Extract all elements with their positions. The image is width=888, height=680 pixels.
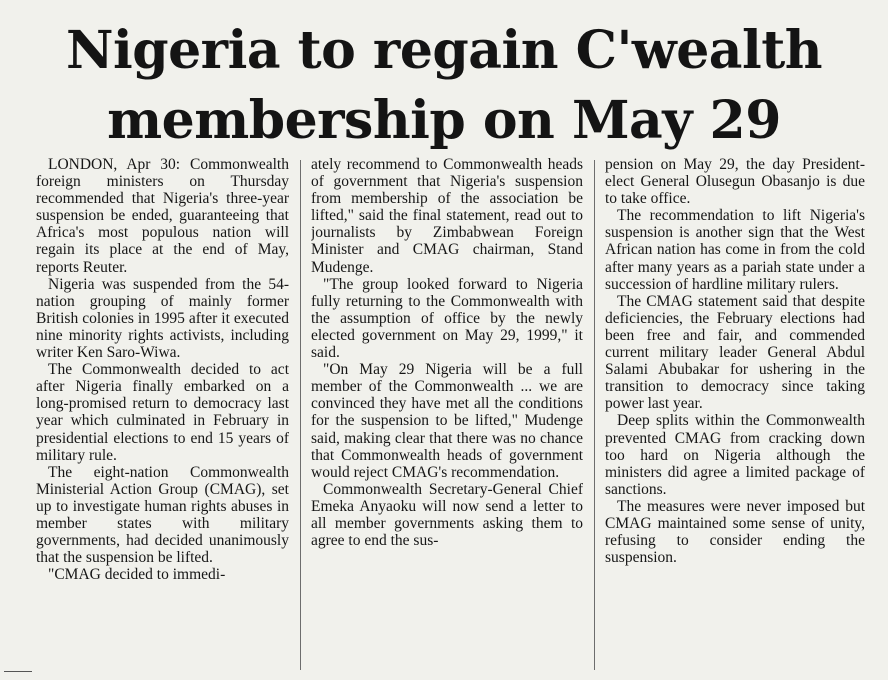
article-paragraph: pension on May 29, the day President-elect General Olusegun Obasanjo is due to take office. xyxy=(605,156,865,208)
headline-line-2: membership on May 29 xyxy=(107,90,781,151)
headline-line-1: Nigeria to regain C'wealth xyxy=(65,20,823,81)
article-column-1 xyxy=(36,156,289,676)
article-paragraph: Commonwealth Secretary-General Chief Emeka Anyaoku will now send a letter to all member governments asking them to agree to end the sus- xyxy=(311,480,583,550)
article-paragraph: The Commonwealth decided to act after Nigeria finally embarked on a long-promised return to democracy last year which culminated in February in presidential elections to end 15 years of military rule. xyxy=(36,361,289,464)
article-paragraph: The CMAG statement said that despite deficiencies, the February elections had been free and fair, and commended current military leader General Abdul Salami Abubakar for ushering in the transition to democracy since taking power last year. xyxy=(605,292,865,413)
article-paragraph: The measures were never imposed but CMAG maintained some sense of unity, refusing to consider ending the suspension. xyxy=(605,497,865,567)
article-paragraph: Deep splits within the Commonwealth prevented CMAG from cracking down too hard on Nigeria although the ministers did agree a limited package of sanctions. xyxy=(605,412,865,498)
scan-edge-mark xyxy=(4,671,32,672)
article-column-2 xyxy=(311,156,583,676)
article-body xyxy=(0,156,888,676)
headline xyxy=(0,16,888,156)
article-paragraph: "On May 29 Nigeria will be a full member of the Commonwealth ... we are convinced they have met all the conditions for the suspension to be lifted," Mudenge said, making clear that there was no chance that Commonwealth heads of government would reject CMAG's recommendation. xyxy=(311,361,583,481)
article-paragraph: Nigeria was suspended from the 54-nation grouping of mainly former British colonies in 1995 after it executed nine minority rights activists, including writer Ken Saro-Wiwa. xyxy=(36,275,289,362)
article-paragraph: LONDON, Apr 30: Commonwealth foreign ministers on Thursday recommended that Nigeria's three-year suspension be ended, guaranteeing that Africa's most populous nation will regain its place at the end of May, reports Reuter. xyxy=(36,156,289,276)
article-paragraph: The eight-nation Commonwealth Ministerial Action Group (CMAG), set up to investigate human rights abuses in member states with military governments, had decided unanimously that the suspension be lifted. xyxy=(36,463,289,567)
article-paragraph: The recommendation to lift Nigeria's suspension is another sign that the West African nation has come in from the cold after many years as a pariah state under a succession of hardline military rulers. xyxy=(605,207,865,293)
article-paragraph: ately recommend to Commonwealth heads of government that Nigeria's suspension from membership of the association be lifted," said the final statement, read out to journalists by Zimbabwean Foreign Minister and CMAG chairman, Stand Mudenge. xyxy=(311,156,583,276)
article-paragraph: "The group looked forward to Nigeria fully returning to the Commonwealth with the assumption of office by the newly elected government on May 29, 1999," it said. xyxy=(311,275,583,362)
article-column-3 xyxy=(605,156,865,676)
article-paragraph: "CMAG decided to immedi- xyxy=(48,566,226,584)
